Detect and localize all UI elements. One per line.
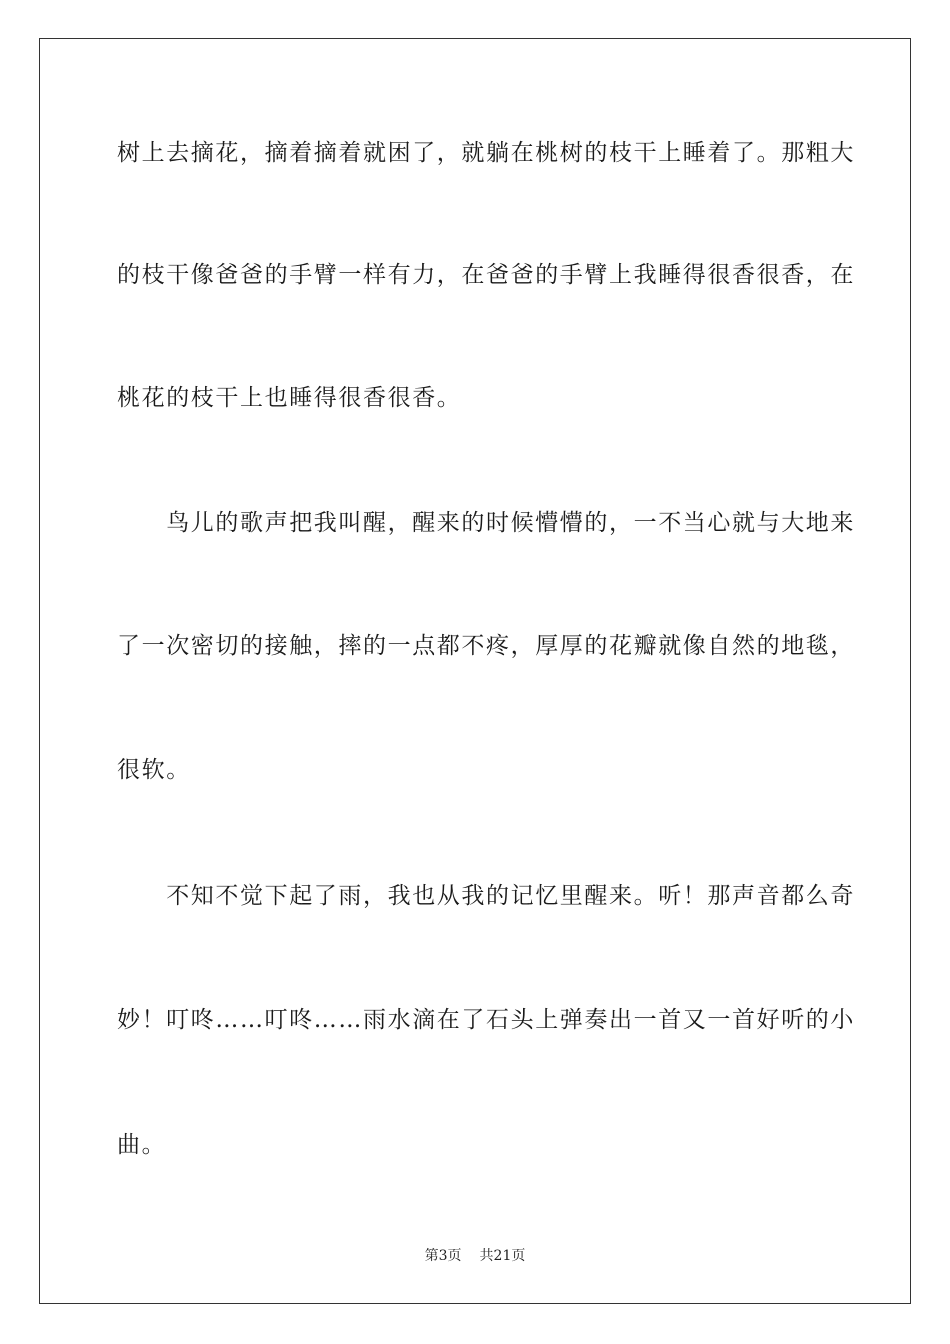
text-line: 曲。 — [117, 1132, 167, 1158]
text-line: 的枝干像爸爸的手臂一样有力，在爸爸的手臂上我睡得很香很香，在 — [117, 262, 855, 288]
text-line: 桃花的枝干上也睡得很香很香。 — [117, 385, 462, 411]
page-total: 共21页 — [479, 1248, 526, 1264]
text-line: 了一次密切的接触，摔的一点都不疼，厚厚的花瓣就像自然的地毯， — [117, 633, 855, 659]
page-footer — [0, 1247, 950, 1265]
page-frame — [39, 38, 911, 1304]
page-number: 第3页 — [424, 1248, 462, 1264]
text-line: 树上去摘花，摘着摘着就困了，就躺在桃树的枝干上睡着了。那粗大 — [117, 140, 855, 166]
text-line: 很软。 — [117, 757, 191, 783]
text-line: 不知不觉下起了雨，我也从我的记忆里醒来。听！那声音都么奇 — [117, 883, 855, 909]
text-line: 妙！叮咚……叮咚……雨水滴在了石头上弹奏出一首又一首好听的小 — [117, 1007, 855, 1033]
text-line: 鸟儿的歌声把我叫醒，醒来的时候懵懵的，一不当心就与大地来 — [117, 510, 855, 536]
